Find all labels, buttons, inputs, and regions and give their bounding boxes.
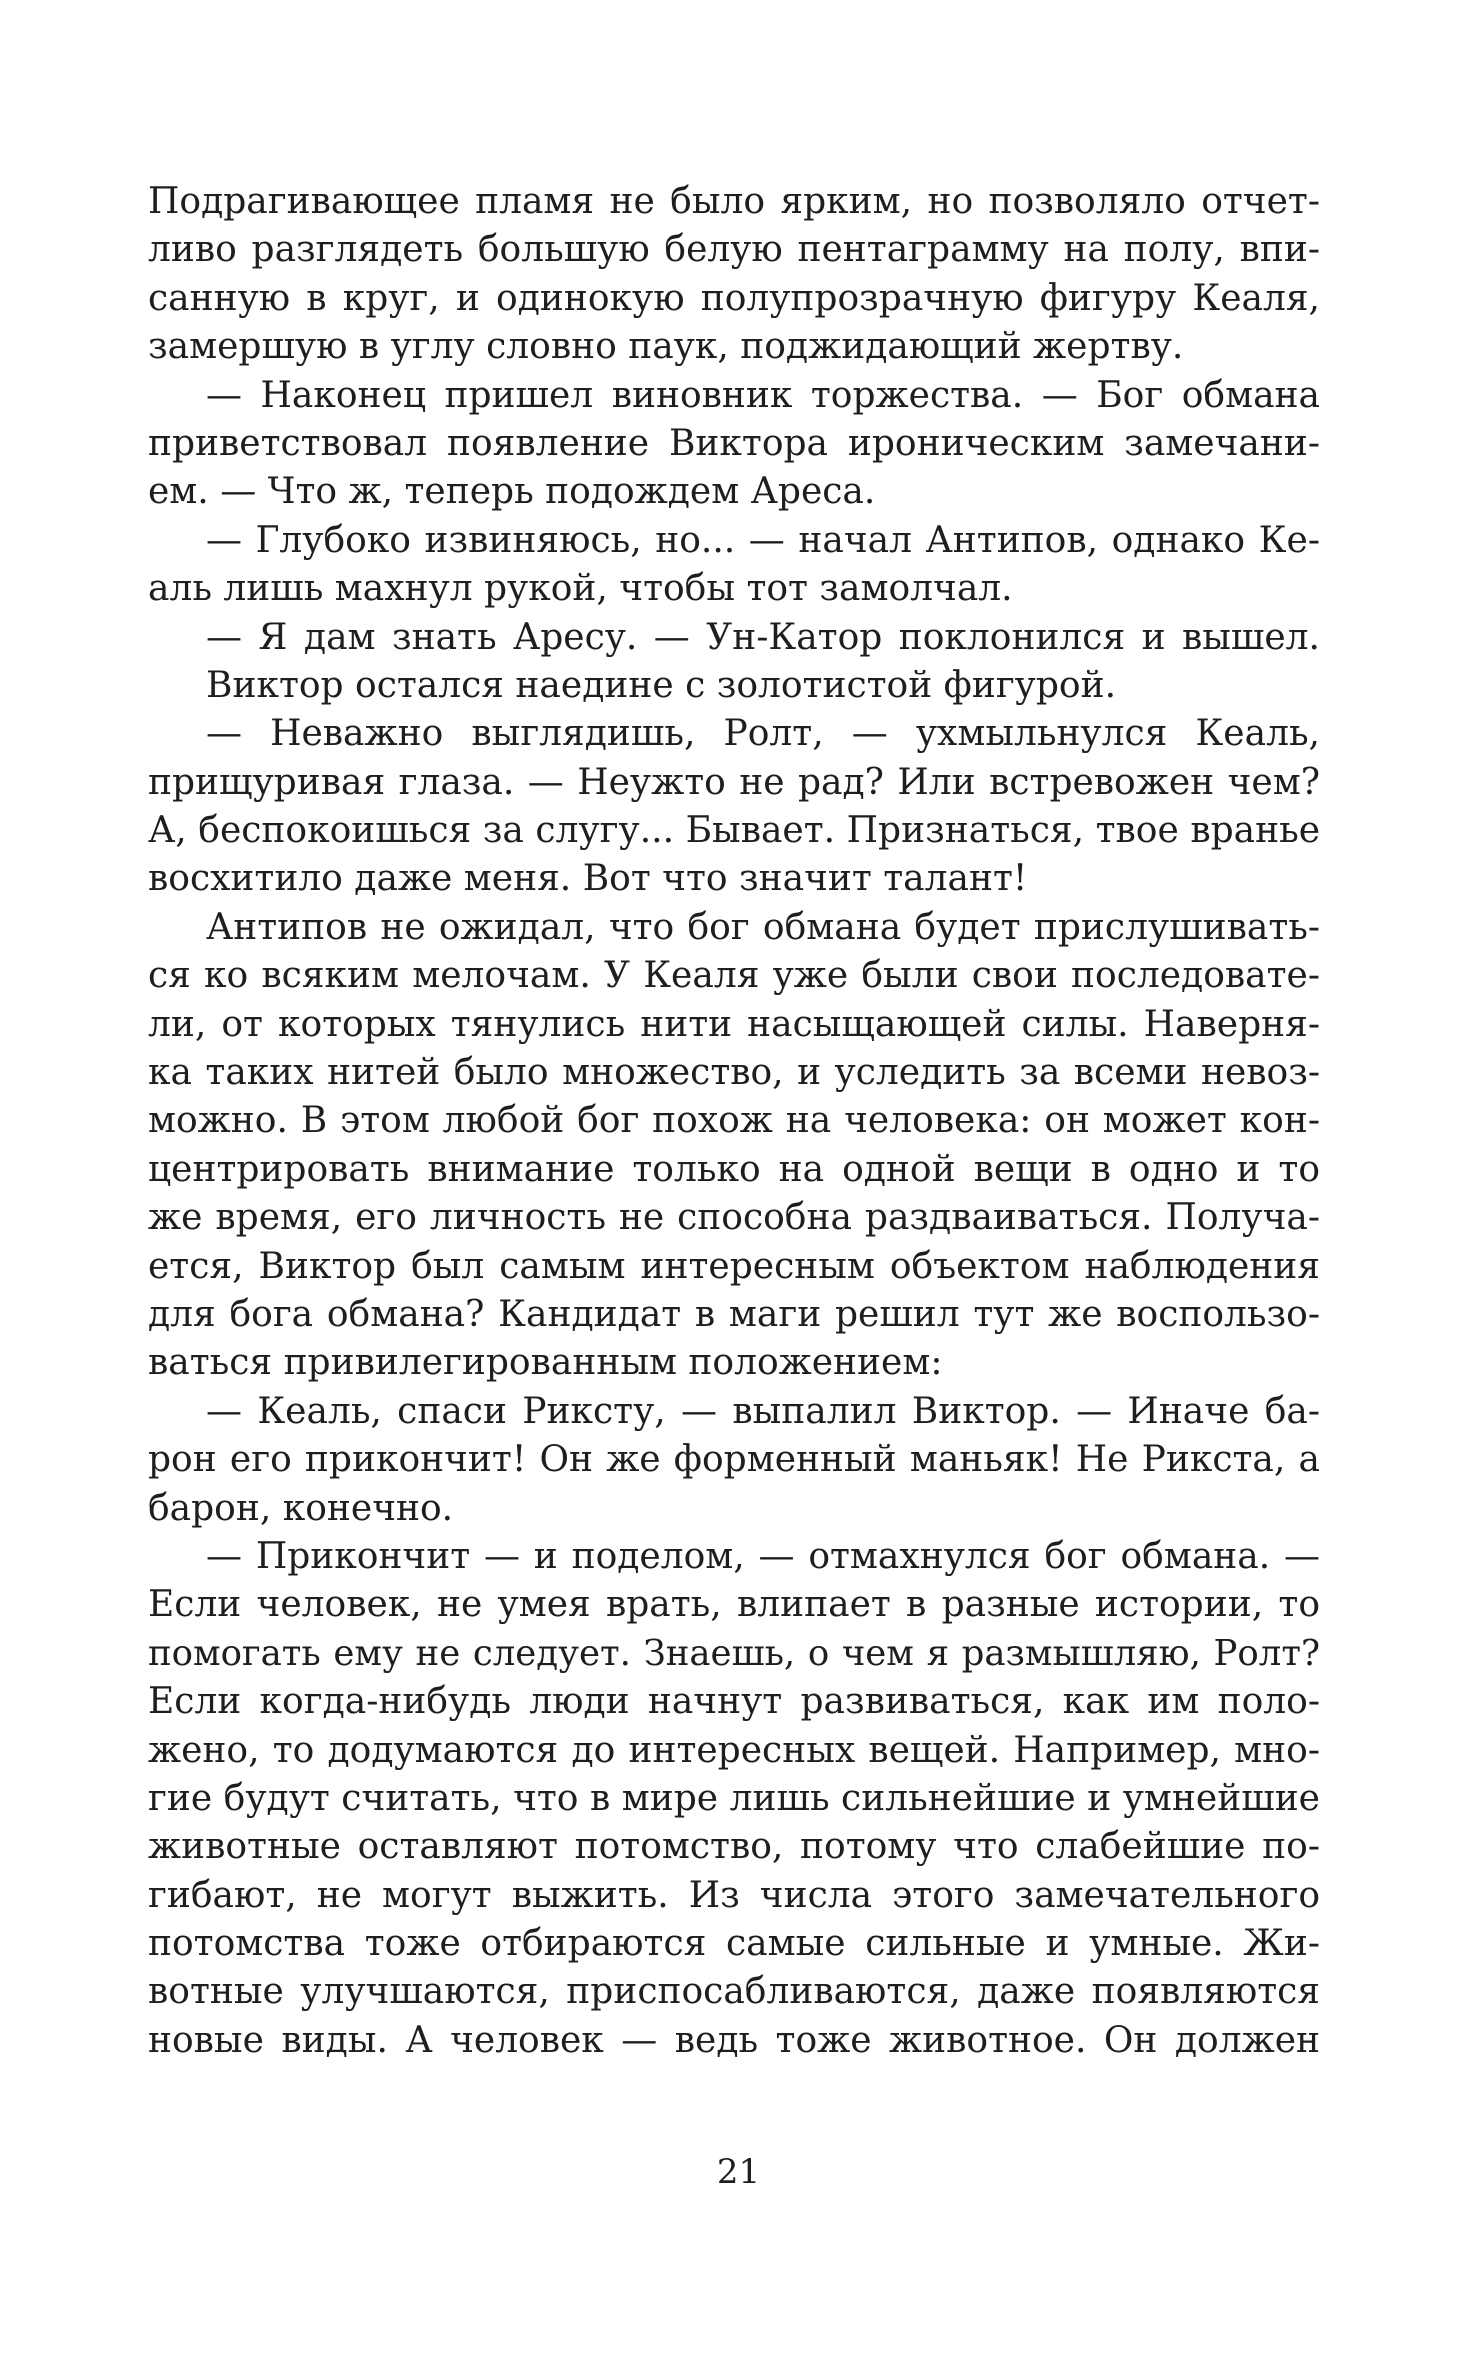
text-line: ся ко всяким мелочам. У Кеаля уже были свои последовате- bbox=[148, 955, 1320, 997]
text-line: новые виды. А человек — ведь тоже животное. Он должен bbox=[148, 2019, 1320, 2061]
text-line: — Кеаль, спаси Рикcту, — выпалил Виктор. — Иначе ба- bbox=[206, 1390, 1320, 1432]
text-line: потомства тоже отбираются самые сильные и умные. Жи- bbox=[148, 1923, 1320, 1965]
text-line: — Прикончит — и поделом, — отмахнулся бог обмана. — bbox=[206, 1535, 1320, 1577]
text-line: барон, конечно. bbox=[148, 1487, 454, 1529]
text-line: Если когда-нибудь люди начнут развиваться, как им поло- bbox=[148, 1681, 1320, 1723]
text-line: — Наконец пришел виновник торжества. — Бог обмана bbox=[206, 374, 1320, 416]
text-line: ливо разглядеть большую белую пентаграмму на полу, впи- bbox=[148, 229, 1320, 271]
text-line: прищуривая глаза. — Неужто не рад? Или встревожен чем? bbox=[148, 761, 1320, 803]
text-line: же время, его личность не способна раздваиваться. Получа- bbox=[148, 1197, 1320, 1239]
text-line: — Глубоко извиняюсь, но... — начал Антипов, однако Ке- bbox=[206, 519, 1320, 561]
text-line: Если человек, не умея врать, влипает в разные истории, то bbox=[148, 1584, 1320, 1626]
text-line: Антипов не ожидал, что бог обмана будет прислушивать- bbox=[206, 906, 1320, 948]
text-line: можно. В этом любой бог похож на человека: он может кон- bbox=[148, 1100, 1320, 1142]
text-line: гие будут считать, что в мире лишь сильнейшие и умнейшие bbox=[148, 1777, 1320, 1819]
text-line: восхитило даже меня. Вот что значит талант! bbox=[148, 858, 1028, 900]
text-line: жено, то додумаются до интересных вещей. Например, мно- bbox=[148, 1729, 1320, 1771]
text-line: ли, от которых тянулись нити насыщающей силы. Наверня- bbox=[148, 1003, 1320, 1045]
text-line: приветствовал появление Виктора ироническим замечани- bbox=[148, 422, 1320, 464]
text-line: ется, Виктор был самым интересным объектом наблюдения bbox=[148, 1245, 1320, 1287]
text-line: ваться привилегированным положением: bbox=[148, 1342, 943, 1384]
text-line: А, беспокоишься за слугу... Бывает. Признаться, твое вранье bbox=[148, 810, 1320, 852]
text-line: ка таких нитей было множество, и уследить за всеми невоз- bbox=[148, 1052, 1320, 1094]
page-number: 21 bbox=[716, 2152, 761, 2192]
text-line: Подрагивающее пламя не было ярким, но позволяло отчет- bbox=[148, 181, 1320, 222]
text-line: санную в круг, и одинокую полупрозрачную фигуру Кеаля, bbox=[148, 277, 1320, 319]
text-line: рон его прикончит! Он же форменный маньяк! Не Рикста, а bbox=[148, 1439, 1320, 1481]
text-line: центрировать внимание только на одной вещи в одно и то bbox=[148, 1148, 1320, 1190]
text-line: Виктор остался наедине с золотистой фигурой. bbox=[206, 664, 1117, 706]
text-line: для бога обмана? Кандидат в маги решил тут же воспользо- bbox=[148, 1293, 1320, 1335]
text-line: — Я дам знать Аресу. — Ун-Катор поклонился и вышел. bbox=[206, 616, 1320, 658]
text-line: аль лишь махнул рукой, чтобы тот замолчал. bbox=[148, 568, 1013, 610]
text-line: вотные улучшаются, приспосабливаются, даже появляются bbox=[148, 1971, 1320, 2013]
text-line: животные оставляют потомство, потому что слабейшие по- bbox=[148, 1826, 1320, 1868]
text-line: — Неважно выглядишь, Ролт, — ухмыльнулся Кеаль, bbox=[206, 713, 1320, 755]
body-text bbox=[148, 178, 1320, 2065]
text-line: помогать ему не следует. Знаешь, о чем я размышляю, Ролт? bbox=[148, 1632, 1320, 1674]
text-line: замершую в углу словно паук, поджидающий жертву. bbox=[148, 326, 1184, 368]
text-line: ем. — Что ж, теперь подождем Ареса. bbox=[148, 471, 876, 513]
text-line: гибают, не могут выжить. Из числа этого замечательного bbox=[148, 1874, 1320, 1916]
